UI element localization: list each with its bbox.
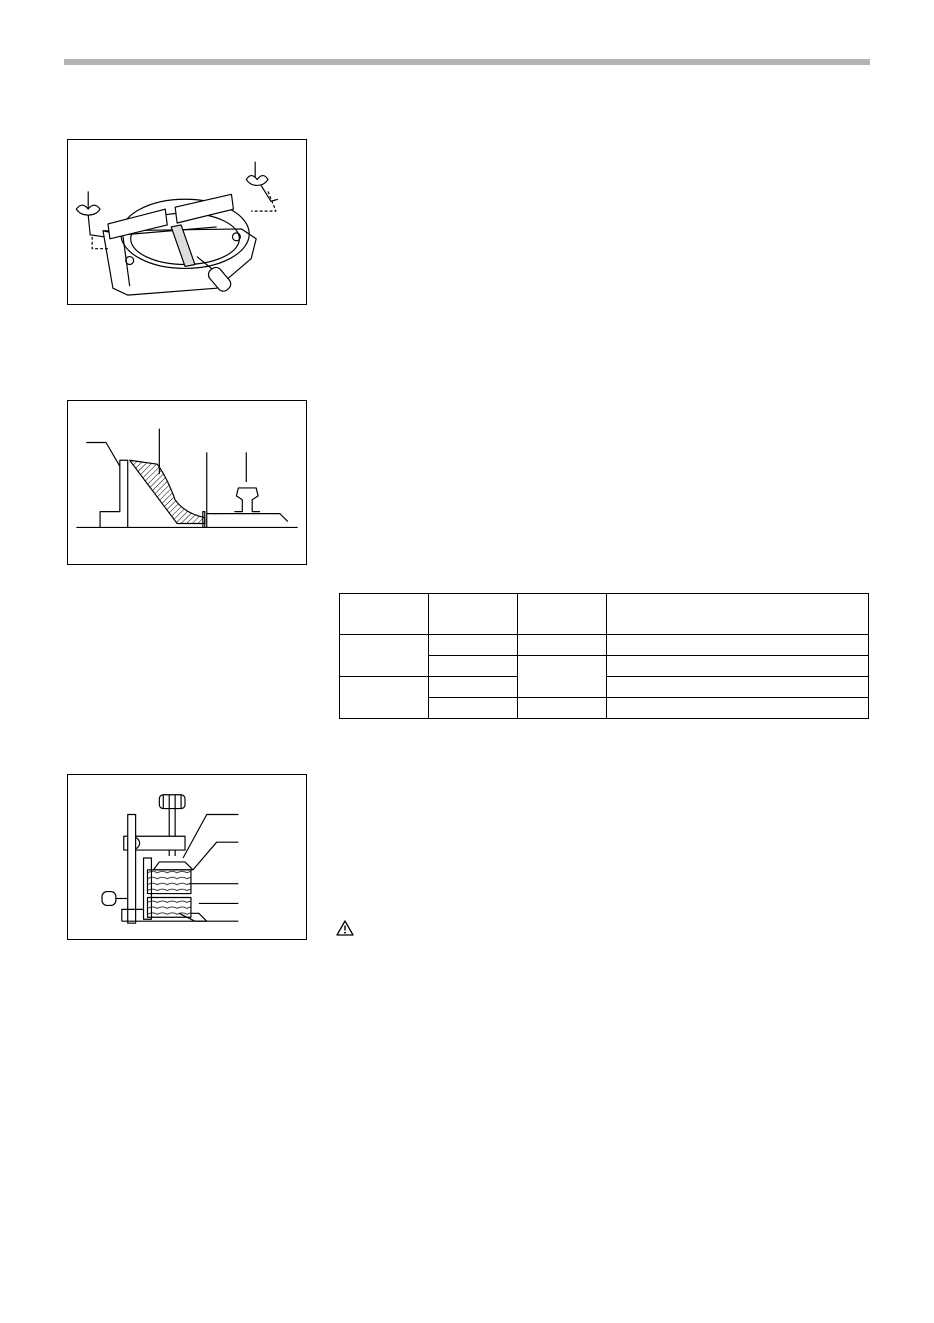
vise-drawing <box>68 775 306 939</box>
table-cell <box>429 677 518 698</box>
table-cell <box>429 656 518 677</box>
table-cell <box>607 677 869 698</box>
vertical-vise-clamp-figure <box>67 774 307 940</box>
table-header-row <box>340 594 869 635</box>
miter-saw-vise-figure <box>67 139 307 305</box>
miter-saw-drawing <box>68 140 306 304</box>
table-cell <box>429 635 518 656</box>
table-cell <box>518 635 607 656</box>
table-cell <box>607 698 869 719</box>
header-rule <box>64 59 870 65</box>
leader-line <box>193 842 238 870</box>
warning-triangle-icon <box>336 920 354 936</box>
leader-line <box>183 815 238 858</box>
table-header-cell <box>429 594 518 635</box>
leader-line <box>86 442 120 466</box>
table-header-cell <box>518 594 607 635</box>
table-row <box>340 635 869 656</box>
table-cell <box>340 677 429 719</box>
table-cell <box>607 635 869 656</box>
table-cell <box>518 656 607 698</box>
crown-molding-drawing <box>68 401 306 564</box>
spec-table <box>339 593 869 719</box>
table-cell <box>518 698 607 719</box>
table-header-cell <box>340 594 429 635</box>
table-cell <box>429 698 518 719</box>
table-header-cell <box>607 594 869 635</box>
crown-molding-cross-section-figure <box>67 400 307 565</box>
table-cell <box>340 635 429 677</box>
table-cell <box>607 656 869 677</box>
